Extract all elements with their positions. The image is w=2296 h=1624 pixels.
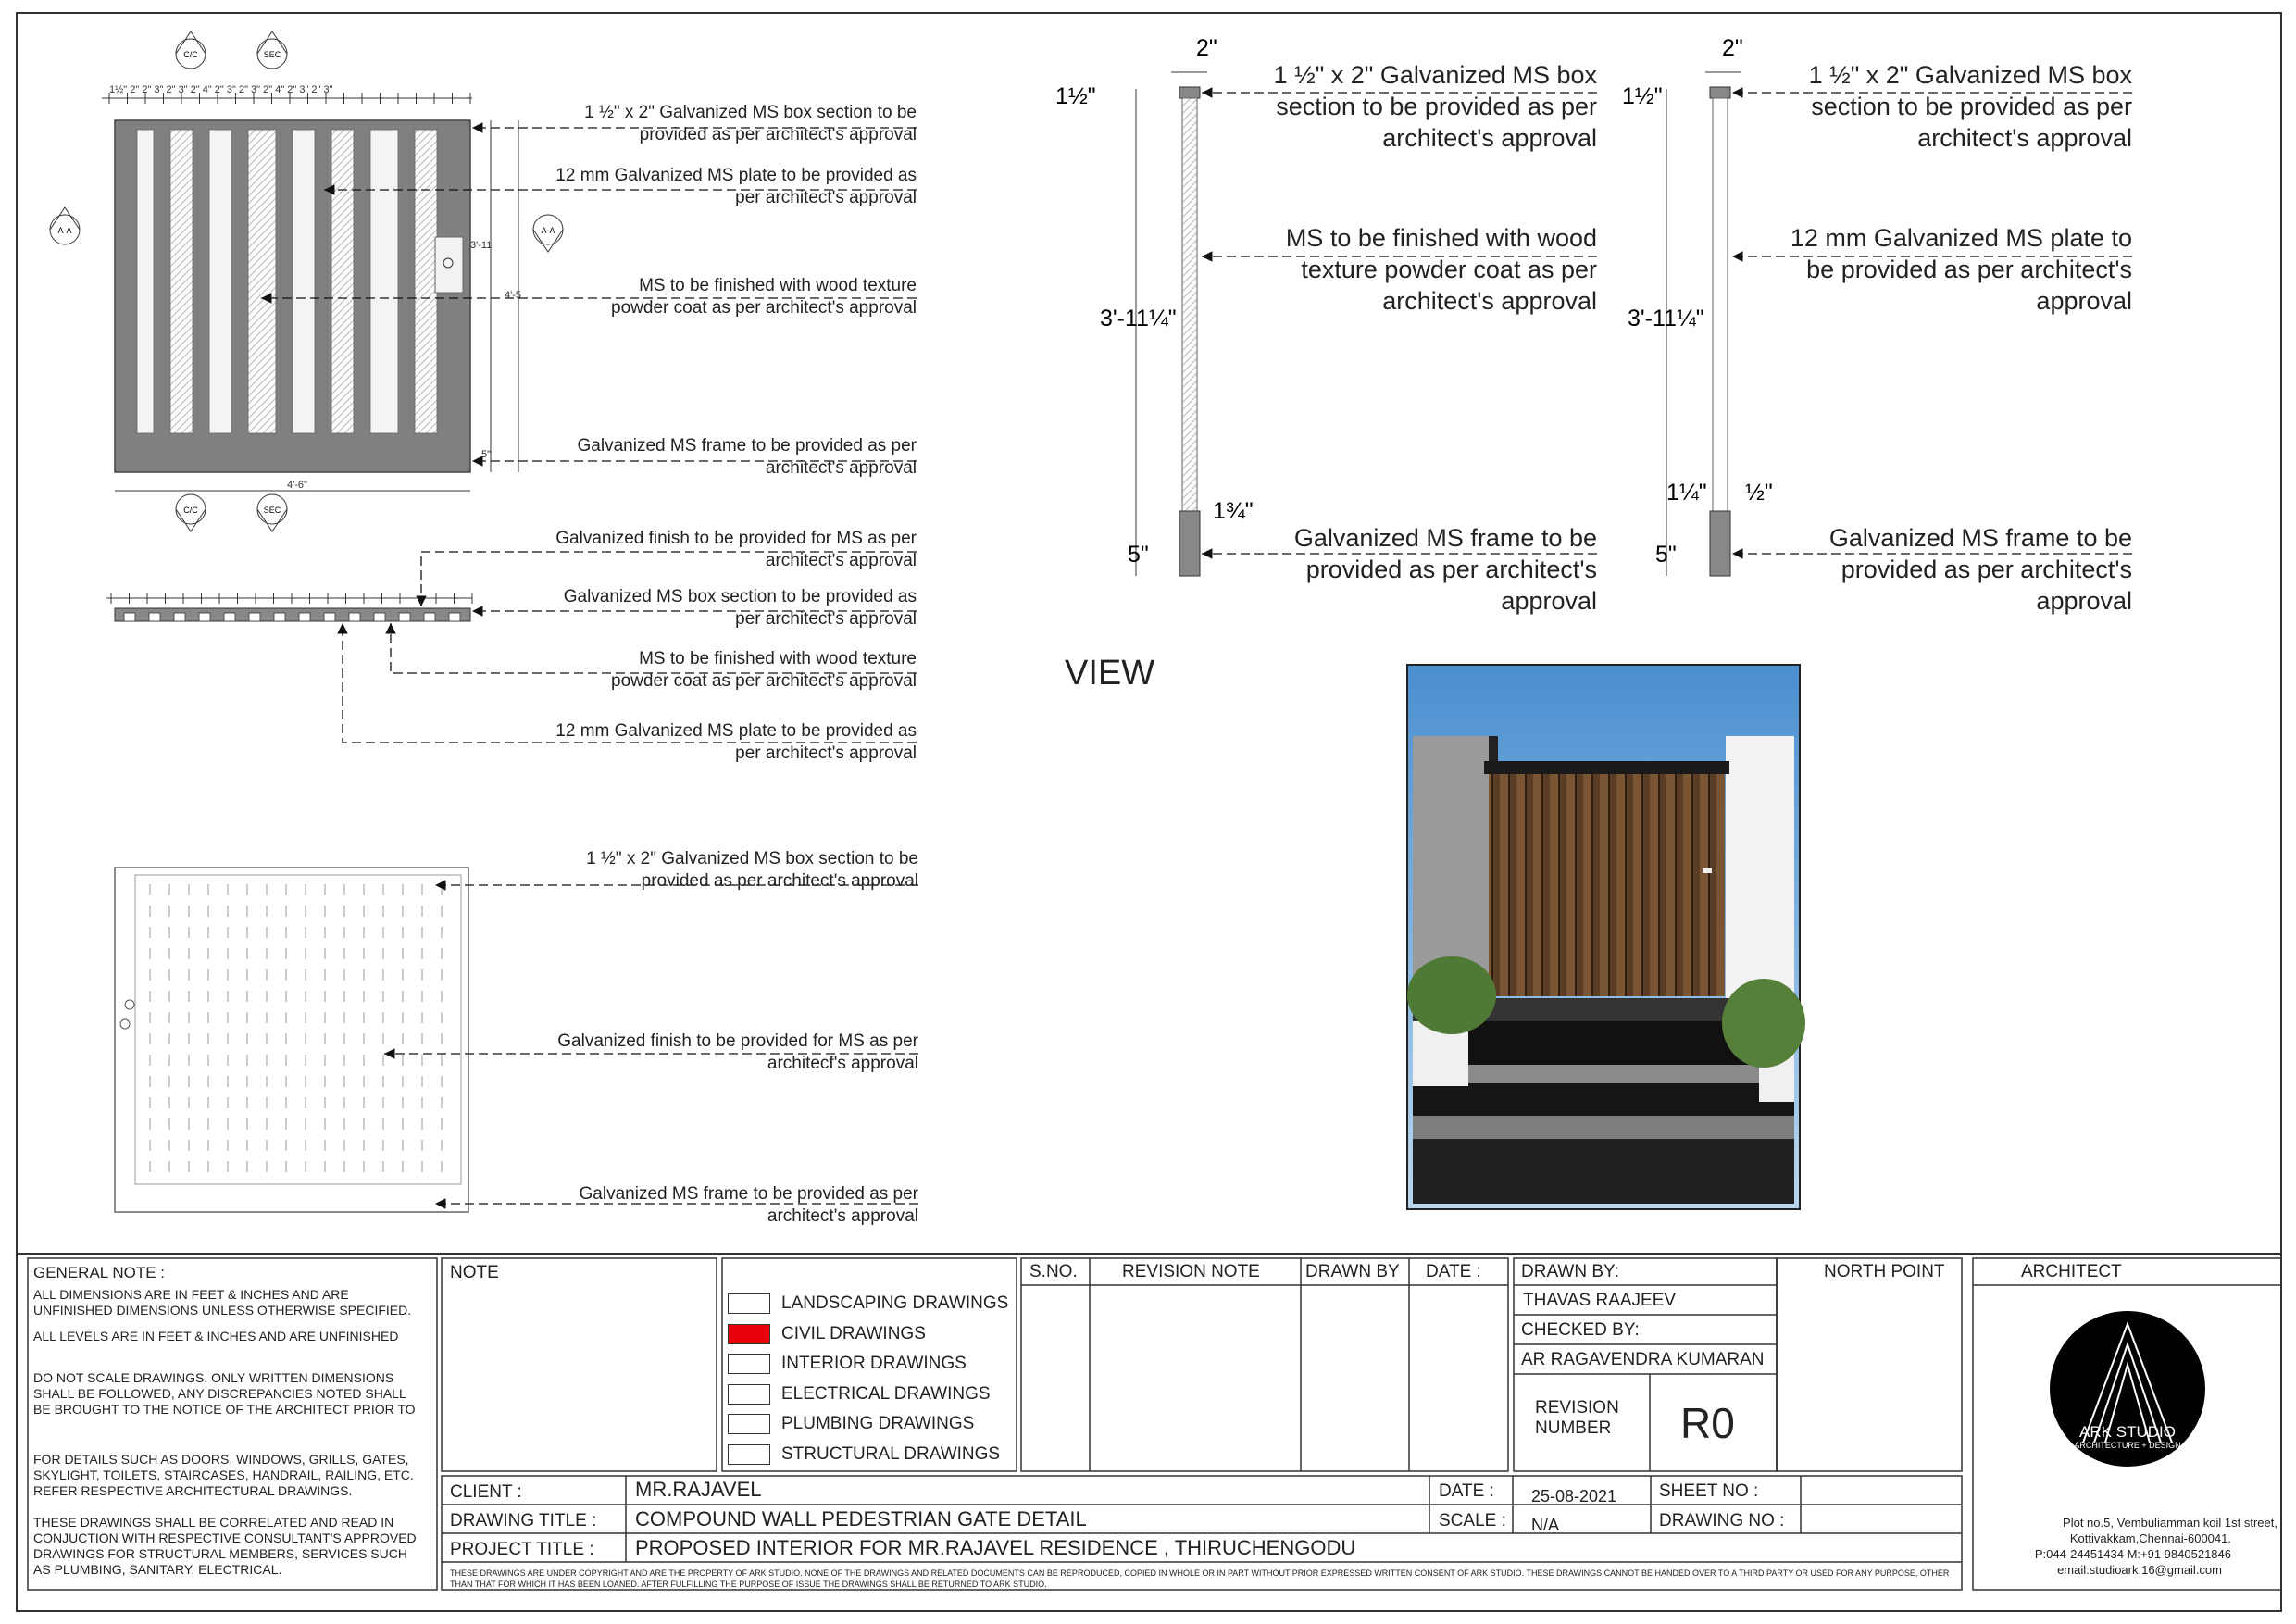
- drawing-type-label: PLUMBING DRAWINGS: [781, 1414, 975, 1434]
- dim-top: 2": [1196, 35, 1217, 61]
- scale-value: N/A: [1531, 1516, 1560, 1534]
- dim-height: 3'-11¼": [1100, 306, 1177, 331]
- strip-callout-2: Galvanized MS box section to be provided as per architect's approval: [563, 587, 917, 629]
- drawing-type-row: [726, 1319, 1013, 1350]
- scale-label: SCALE :: [1439, 1511, 1506, 1530]
- strip-box: [399, 613, 410, 621]
- strip-box: [374, 613, 385, 621]
- svg-text:A-A: A-A: [57, 226, 72, 235]
- gate-slot: [293, 130, 315, 433]
- strip-box: [349, 613, 360, 621]
- logo-tagline: ARCHITECTURE + DESIGN: [2074, 1441, 2181, 1450]
- section-marker-top-2: [257, 31, 287, 69]
- general-note-4: FOR DETAILS SUCH AS DOORS, WINDOWS, GRILLS, GATES, SKYLIGHT, TOILETS, STAIRCASES, HANDRAIL, RAILING, ETC. REFER RESPECTIVE ARCHITECTURAL DRAWINGS.: [33, 1452, 414, 1498]
- sheet-no-label: SHEET NO :: [1659, 1481, 1759, 1501]
- north-point-label: NORTH POINT: [1824, 1262, 1945, 1281]
- dim-bottom: 5": [1128, 542, 1149, 568]
- gate-callout-4: Galvanized MS frame to be provided as per architect's approval: [577, 436, 917, 478]
- view-label: VIEW: [1065, 654, 1155, 693]
- address-2: Kottivakkam,Chennai-600041.: [2069, 1531, 2231, 1545]
- strip-callout-3: MS to be finished with wood texture powder coat as per architect's approval: [611, 649, 917, 691]
- client-value: MR.RAJAVEL: [635, 1478, 762, 1501]
- gate-slot: [415, 130, 437, 433]
- dim-frame: 5": [481, 449, 492, 460]
- dim-box-r: 1½": [1622, 83, 1663, 109]
- date-value: 25-08-2021: [1531, 1487, 1617, 1505]
- back-callout-3: Galvanized MS frame to be provided as per architect's approval: [579, 1184, 918, 1226]
- drawing-title-value: COMPOUND WALL PEDESTRIAN GATE DETAIL: [635, 1507, 1087, 1530]
- back-callout-2: Galvanized finish to be provided for MS as per architecf's approval: [557, 1031, 918, 1073]
- general-note-2: ALL LEVELS ARE IN FEET & INCHES AND ARE UNFINISHED: [33, 1329, 399, 1343]
- section-left-callout-3: Galvanized MS frame to be provided as per architect's approval: [1293, 524, 1597, 615]
- drawing-type-label: CIVIL DRAWINGS: [781, 1323, 926, 1343]
- gate-callout-2: 12 mm Galvanized MS plate to be provided as per architect's approval: [555, 166, 917, 207]
- render-view: [1407, 665, 1805, 1209]
- dim-width: 4'-6": [287, 480, 307, 491]
- strip-box: [174, 613, 185, 621]
- dim-bottom-r: 5": [1655, 542, 1677, 568]
- drawing-type-checkbox[interactable]: [728, 1414, 770, 1434]
- drawing-type-checkbox[interactable]: [728, 1444, 770, 1465]
- gate-slot: [137, 130, 154, 433]
- rev-header-sno: S.NO.: [1029, 1262, 1078, 1281]
- strip-box: [124, 613, 135, 621]
- drawing-type-row: [726, 1409, 1013, 1440]
- section-right-callout-2: 12 mm Galvanized MS plate to be provided as per architect's approval: [1790, 224, 2132, 315]
- drawn-by-label: DRAWN BY:: [1521, 1262, 1619, 1281]
- logo-name: ARK STUDIO: [2079, 1423, 2176, 1441]
- svg-text:SEC: SEC: [263, 50, 281, 59]
- general-note-1: ALL DIMENSIONS ARE IN FEET & INCHES AND ARE UNFINISHED DIMENSIONS UNLESS OTHERWISE SPECIFIED.: [33, 1287, 412, 1318]
- drawing-type-row: [726, 1349, 1013, 1380]
- dim-box: 1½": [1055, 83, 1096, 109]
- strip-box: [274, 613, 285, 621]
- architect-label: ARCHITECT: [2021, 1262, 2122, 1281]
- strip-box: [249, 613, 260, 621]
- dim-overall-height: 3'-11: [470, 240, 493, 251]
- plan-strip: [106, 552, 917, 743]
- drawn-by: THAVAS RAAJEEV: [1523, 1291, 1677, 1310]
- section-marker-right: [533, 215, 563, 252]
- address-4: email:studioark.16@gmail.com: [2057, 1563, 2222, 1577]
- strip-box: [324, 613, 335, 621]
- dim-lower2-r: ½": [1745, 480, 1773, 506]
- strip-box: [424, 613, 435, 621]
- general-note-5: THESE DRAWINGS SHALL BE CORRELATED AND READ IN CONJUCTION WITH RESPECTIVE CONSULTANT'S APPROVED DRAWINGS FOR STRUCTURAL MEMBERS, SERVICES SUCH AS PLUMBING, SANITARY, ELECTRICAL.: [33, 1515, 417, 1577]
- drawing-type-checkbox[interactable]: [728, 1293, 770, 1314]
- top-dims: 1½" 2" 2" 3" 2" 3" 2" 4" 2" 3" 2" 3" 2" 4" 2" 3" 2" 3": [109, 84, 333, 95]
- drawing-type-label: STRUCTURAL DRAWINGS: [781, 1443, 1001, 1464]
- dim-lower: 1¾": [1213, 498, 1254, 524]
- address-1: Plot no.5, Vembuliamman koil 1st street,: [2063, 1516, 2277, 1530]
- drawing-type-list: [726, 1289, 1013, 1469]
- revision-number: R0: [1680, 1399, 1735, 1447]
- drawing-type-row: [726, 1440, 1013, 1470]
- section-marker-top-1: [176, 31, 206, 69]
- section-marker-bottom-2: [257, 494, 287, 531]
- general-note-title: GENERAL NOTE :: [33, 1264, 166, 1281]
- section-right-callout-3: Galvanized MS frame to be provided as per architect's approval: [1828, 524, 2132, 615]
- gate-slot: [370, 130, 398, 433]
- date-label: DATE :: [1439, 1481, 1494, 1501]
- drawing-type-row: [726, 1380, 1013, 1410]
- strip-box: [449, 613, 460, 621]
- checked-by-label: CHECKED BY:: [1521, 1320, 1640, 1340]
- gate-slot: [170, 130, 193, 433]
- section-marker-bottom-1: [176, 494, 206, 531]
- rev-header-date: DATE :: [1426, 1262, 1481, 1281]
- gate-callout-3: MS to be finished with wood texture powder coat as per architect's approval: [611, 276, 917, 318]
- dim-top-r: 2": [1722, 35, 1743, 61]
- drawing-type-checkbox[interactable]: [728, 1354, 770, 1374]
- revision-number-label: REVISION NUMBER: [1535, 1398, 1619, 1438]
- general-note-3: DO NOT SCALE DRAWINGS. ONLY WRITTEN DIMENSIONS SHALL BE FOLLOWED, ANY DISCREPANCIES NOTED SHALL BE BROUGHT TO THE NOTICE OF THE ARCHITECT PRIOR TO: [33, 1370, 416, 1417]
- dim-height-r: 3'-11¼": [1628, 306, 1704, 331]
- drawing-type-label: ELECTRICAL DRAWINGS: [781, 1383, 991, 1404]
- dim-height-small: 4'-5: [505, 290, 521, 301]
- strip-box: [149, 613, 160, 621]
- address-3: P:044-24451434 M:+91 9840521846: [2034, 1547, 2231, 1561]
- drawing-title-label: DRAWING TITLE :: [450, 1511, 597, 1530]
- dim-lower-r: 1¼": [1666, 480, 1707, 506]
- render-gate: [1489, 774, 1725, 996]
- section-left-callout-1: 1 ½" x 2" Galvanized MS box section to be provided as per architect's approval: [1273, 61, 1597, 152]
- gate-slot: [331, 130, 354, 433]
- strip-box: [299, 613, 310, 621]
- note-label: NOTE: [450, 1263, 499, 1282]
- strip-callout-1: Galvanized finish to be provided for MS as per architect's approval: [555, 529, 917, 570]
- strip-callout-4: 12 mm Galvanized MS plate to be provided as per architect's approval: [555, 721, 917, 763]
- project-title-label: PROJECT TITLE :: [450, 1540, 594, 1559]
- gate-callout-1: 1 ½" x 2" Galvanized MS box section to be provided as per architect's approval: [584, 103, 917, 144]
- section-left-callout-2: MS to be finished with wood texture powder coat as per architect's approval: [1285, 224, 1597, 315]
- svg-text:C/C: C/C: [183, 50, 198, 59]
- drawing-no-label: DRAWING NO :: [1659, 1511, 1785, 1530]
- gate-slot: [209, 130, 231, 433]
- drawing-type-label: LANDSCAPING DRAWINGS: [781, 1293, 1009, 1314]
- rev-header-note: REVISION NOTE: [1122, 1262, 1260, 1281]
- project-title-value: PROPOSED INTERIOR FOR MR.RAJAVEL RESIDENCE , THIRUCHENGODU: [635, 1536, 1356, 1559]
- strip-box: [224, 613, 235, 621]
- client-label: CLIENT :: [450, 1482, 522, 1502]
- gate-slot: [248, 130, 276, 433]
- drawing-type-checkbox[interactable]: [728, 1324, 770, 1344]
- drawing-type-row: [726, 1289, 1013, 1319]
- rev-header-drawn: DRAWN BY: [1305, 1262, 1400, 1281]
- svg-text:A-A: A-A: [541, 226, 555, 235]
- strip-box: [199, 613, 210, 621]
- drawing-type-label: INTERIOR DRAWINGS: [781, 1354, 967, 1374]
- svg-text:SEC: SEC: [263, 506, 281, 515]
- drawing-type-checkbox[interactable]: [728, 1384, 770, 1405]
- copyright-note: THESE DRAWINGS ARE UNDER COPYRIGHT AND ARE THE PROPERTY OF ARK STUDIO. NONE OF THE DRAWINGS AND RELATED DOCUMENTS CAN BE REPRODUCED, COPIED IN WHOLE OR IN PART WITHOUT PRIOR EXPRESSED WRITTEN CONSENT OF ARK STUDIO. THESE DRAWINGS CANNOT BE HANDED OVER TO A THIRD PARTY OR USED FOR ANY PURPOSE, OTHER THAN THAT FOR WHICH IT HAS BEEN LOANED. AFTER FULFILLING THE PURPOSE OF ISSUE THE DRAWINGS SHALL BE RETURNED TO ARK STUDIO.: [450, 1568, 1950, 1589]
- checked-by: AR RAGAVENDRA KUMARAN: [1521, 1350, 1765, 1369]
- section-marker-left: [50, 207, 80, 244]
- back-callout-1: 1 ½" x 2" Galvanized MS box section to be provided as per architect's approval: [586, 849, 918, 891]
- section-right-callout-1: 1 ½" x 2" Galvanized MS box section to be provided as per architect's approval: [1808, 61, 2132, 152]
- svg-text:C/C: C/C: [183, 506, 198, 515]
